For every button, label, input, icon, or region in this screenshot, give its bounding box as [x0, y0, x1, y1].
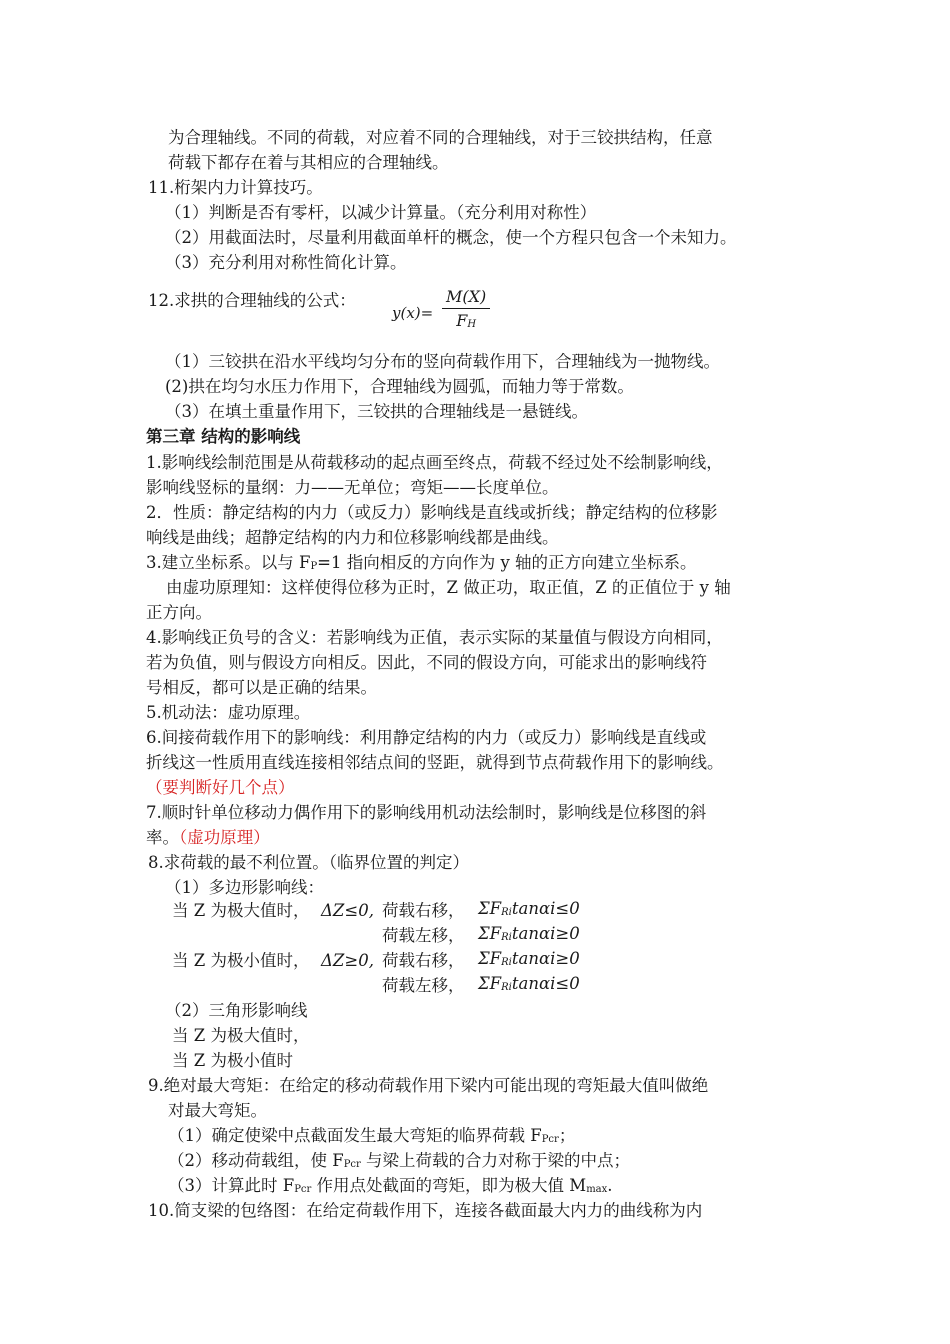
text-line: 影响线竖标的量纲：力——无单位；弯矩——长度单位。: [146, 478, 559, 497]
text-line: （2）三角形影响线: [165, 1001, 308, 1020]
list-item-9: 9.绝对最大弯矩：在给定的移动荷载作用下梁内可能出现的弯矩最大值叫做绝: [148, 1076, 709, 1095]
text-line: 4.影响线正负号的含义：若影响线为正值，表示实际的某量值与假设方向相同，: [146, 628, 723, 647]
text-line: 正方向。: [146, 603, 212, 622]
formula-denominator: FH: [456, 311, 477, 330]
text-line: 当 Z 为极大值时，: [172, 1026, 310, 1045]
math-expression: ΣFRitanαi≥0: [478, 949, 580, 968]
text-line: 7.顺时针单位移动力偶作用下的影响线用机动法绘制时，影响线是位移图的斜: [146, 803, 707, 822]
text-line: (2)拱在均匀水压力作用下，合理轴线为圆弧，而轴力等于常数。: [165, 377, 634, 396]
text-line: 5.机动法：虚功原理。: [146, 703, 311, 722]
list-item-11: 11.桁架内力计算技巧。: [148, 178, 323, 197]
text-line: 荷载左移，: [382, 976, 465, 995]
text-line: 对最大弯矩。: [168, 1101, 267, 1120]
text-line: （1）三铰拱在沿水平线均匀分布的竖向荷载作用下，合理轴线为一抛物线。: [165, 352, 720, 371]
text-line: 1.影响线绘制范围是从荷载移动的起点画至终点，荷载不经过处不绘制影响线，: [146, 453, 723, 472]
text-line: （3）在填土重量作用下，三铰拱的合理轴线是一悬链线。: [165, 402, 588, 421]
text-line: 号相反，都可以是正确的结果。: [146, 678, 377, 697]
red-note: （虚功原理）: [179, 828, 270, 847]
text-line: 若为负值，则与假设方向相反。因此，不同的假设方向，可能求出的影响线符: [146, 653, 707, 672]
text-line: 2．性质：静定结构的内力（或反力）影响线是直线或折线；静定结构的位移影: [146, 503, 718, 522]
math-expression: ΣFRitanαi≥0: [478, 924, 580, 943]
text-line: 当 Z 为极小值时: [172, 1051, 293, 1070]
list-item-12: 12.求拱的合理轴线的公式：: [148, 291, 356, 310]
math-condition: ΔZ≥0,: [321, 951, 374, 970]
text-line: （2）用截面法时，尽量利用截面单杆的概念，使一个方程只包含一个未知力。: [165, 228, 737, 247]
formula-fraction: [442, 287, 490, 330]
chapter-heading: 第三章 结构的影响线: [146, 427, 301, 446]
text-line: 荷载右移，: [382, 951, 465, 970]
text-line: 为合理轴线。不同的荷载，对应着不同的合理轴线，对于三铰拱结构，任意: [168, 128, 713, 147]
text-line: 荷载左移，: [382, 926, 465, 945]
math-expression: ΣFRitanαi≤0: [478, 974, 580, 993]
text-line: 当 Z 为极小值时，: [172, 951, 310, 970]
text-line: 荷载下都存在着与其相应的合理轴线。: [168, 153, 449, 172]
formula-numerator: M(X): [446, 287, 487, 306]
text-line: （1）多边形影响线：: [165, 878, 324, 897]
list-item-10: 10.简支梁的包络图：在给定荷载作用下，连接各截面最大内力的曲线称为内: [148, 1201, 703, 1220]
formula-lhs: y(x)=: [392, 304, 434, 322]
list-item-8: 8.求荷载的最不利位置。（临界位置的判定）: [148, 853, 469, 872]
red-note: （要判断好几个点）: [146, 778, 295, 797]
text-line: 当 Z 为极大值时，: [172, 901, 310, 920]
text-line: （1）确定使梁中点截面发生最大弯矩的临界荷载 FPcr；: [168, 1126, 576, 1145]
text-line: （2）移动荷载组，使 FPcr 与梁上荷载的合力对称于梁的中点；: [168, 1151, 631, 1170]
math-condition: ΔZ≤0,: [321, 901, 374, 920]
text-line: 3.建立坐标系。以与 FP=1 指向相反的方向作为 y 轴的正方向建立坐标系。: [146, 553, 697, 572]
text-line: 由虚功原理知：这样使得位移为正时，Z 做正功，取正值，Z 的正值位于 y 轴: [166, 578, 731, 597]
text-line: 响线是曲线；超静定结构的内力和位移影响线都是曲线。: [146, 528, 559, 547]
text-line: 率。（虚功原理）: [146, 828, 270, 847]
text-line: 荷载右移，: [382, 901, 465, 920]
math-expression: ΣFRitanαi≤0: [478, 899, 580, 918]
text-line: （3）计算此时 FPcr 作用点处截面的弯矩，即为极大值 Mmax.: [168, 1176, 613, 1195]
text-line: 折线这一性质用直线连接相邻结点间的竖距，就得到节点荷载作用下的影响线。: [146, 753, 724, 772]
text-line: 6.间接荷载作用下的影响线：利用静定结构的内力（或反力）影响线是直线或: [146, 728, 707, 747]
text-line: （1）判断是否有零杆，以减少计算量。（充分利用对称性）: [165, 203, 597, 222]
text-line: （3）充分利用对称性简化计算。: [165, 253, 407, 272]
